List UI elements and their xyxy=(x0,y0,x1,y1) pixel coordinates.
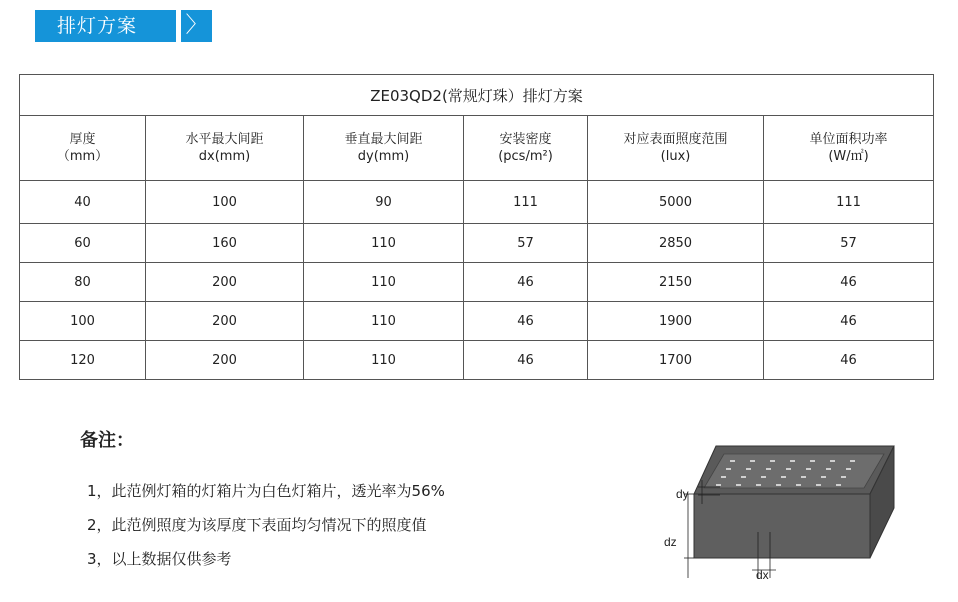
table-cell: 40 xyxy=(20,181,146,224)
lighting-plan-table xyxy=(19,74,934,380)
table-row xyxy=(20,181,934,224)
table-cell: 110 xyxy=(304,302,464,341)
notes-heading: 备注： xyxy=(80,430,134,451)
column-header-power: 单位面积功率 (W/㎡) xyxy=(764,116,934,181)
table-cell: 200 xyxy=(146,263,304,302)
table-cell: 46 xyxy=(764,341,934,380)
table-row xyxy=(20,263,934,302)
column-header-illuminance: 对应表面照度范围 (lux) xyxy=(588,116,764,181)
table-cell: 46 xyxy=(764,263,934,302)
lightbox-spacing-diagram xyxy=(658,432,918,592)
table-cell: 160 xyxy=(146,224,304,263)
dx-label: dx xyxy=(756,568,769,582)
dy-label: dy xyxy=(676,487,689,501)
table-row xyxy=(20,341,934,380)
table-title: ZE03QD2(常规灯珠）排灯方案 xyxy=(20,75,934,116)
column-header-dy: 垂直最大间距 dy(mm) xyxy=(304,116,464,181)
table-cell: 200 xyxy=(146,341,304,380)
table-cell: 90 xyxy=(304,181,464,224)
section-title: 排灯方案 xyxy=(57,15,138,37)
table-cell: 80 xyxy=(20,263,146,302)
table-cell: 111 xyxy=(464,181,588,224)
chevron-right-icon[interactable]: 〉 xyxy=(181,10,212,42)
table-cell: 60 xyxy=(20,224,146,263)
table-cell: 46 xyxy=(464,263,588,302)
note-item: 2，此范例照度为该厚度下表面均匀情况下的照度值 xyxy=(87,516,427,534)
note-item: 3，以上数据仅供参考 xyxy=(87,550,232,568)
dz-label: dz xyxy=(664,535,677,549)
table-row xyxy=(20,224,934,263)
table-cell: 111 xyxy=(764,181,934,224)
table-cell: 110 xyxy=(304,341,464,380)
table-cell: 2850 xyxy=(588,224,764,263)
note-item: 1，此范例灯箱的灯箱片为白色灯箱片，透光率为56% xyxy=(87,482,445,500)
column-header-density: 安装密度 (pcs/m²) xyxy=(464,116,588,181)
column-header-dx: 水平最大间距 dx(mm) xyxy=(146,116,304,181)
table-cell: 110 xyxy=(304,263,464,302)
table-cell: 100 xyxy=(20,302,146,341)
table-cell: 2150 xyxy=(588,263,764,302)
notes-list xyxy=(87,480,445,582)
table-cell: 1900 xyxy=(588,302,764,341)
table-cell: 1700 xyxy=(588,341,764,380)
table-cell: 120 xyxy=(20,341,146,380)
table-cell: 46 xyxy=(764,302,934,341)
table-cell: 100 xyxy=(146,181,304,224)
table-cell: 46 xyxy=(464,341,588,380)
table-cell: 57 xyxy=(464,224,588,263)
table-cell: 5000 xyxy=(588,181,764,224)
table-cell: 200 xyxy=(146,302,304,341)
table-cell: 57 xyxy=(764,224,934,263)
table-cell: 46 xyxy=(464,302,588,341)
column-header-thickness: 厚度 （mm） xyxy=(20,116,146,181)
table-row xyxy=(20,302,934,341)
section-title-tab xyxy=(35,10,176,42)
table-cell: 110 xyxy=(304,224,464,263)
